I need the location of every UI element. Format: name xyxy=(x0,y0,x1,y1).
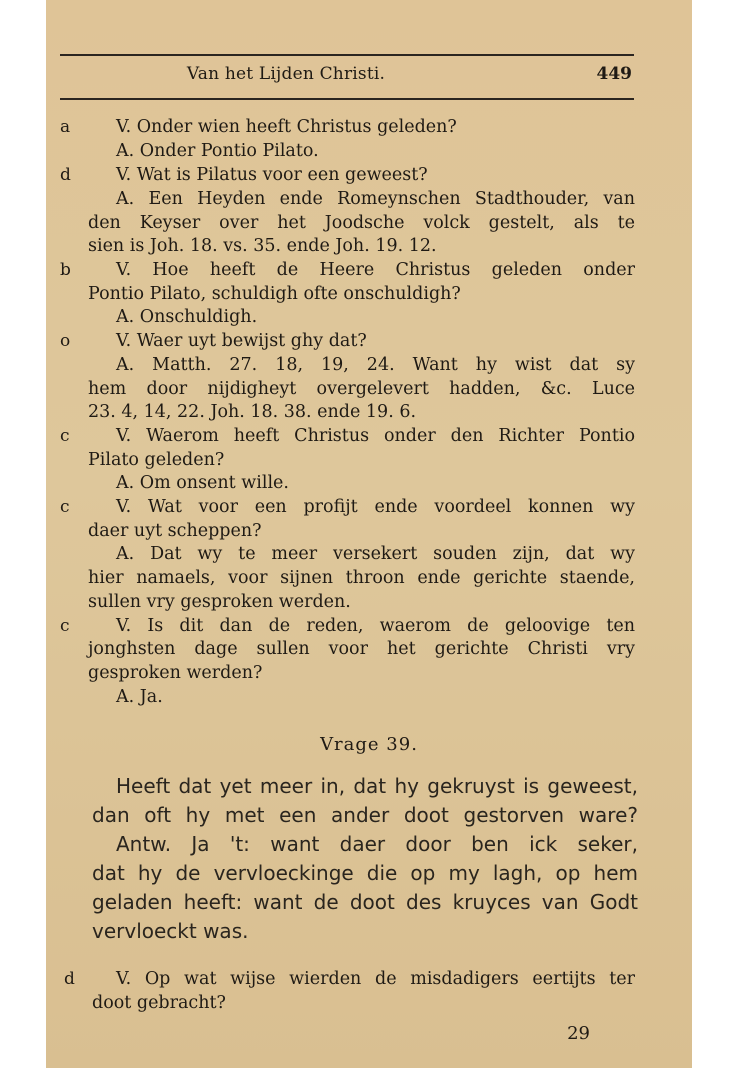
qa-line: A. Onder Pontio Pilato. xyxy=(116,141,319,161)
header-rule-bottom xyxy=(60,98,634,100)
margin-mark: o xyxy=(60,331,71,351)
qa-line: hier namaels, voor sijnen throon ende gerichte staende, xyxy=(88,568,635,588)
qa-line: sullen vry gesproken werden. xyxy=(88,592,351,612)
page-number: 449 xyxy=(596,64,632,84)
qa-line: V. Op wat wijse wierden de misdadigers eertijts ter xyxy=(116,969,635,989)
qa-line: V. Wat voor een profijt ende voordeel konnen wy xyxy=(116,497,635,517)
signature-mark: 29 xyxy=(567,1023,590,1044)
qa-line: A. Dat wy te meer versekert souden zijn, dat wy xyxy=(116,544,635,564)
margin-mark: a xyxy=(60,117,71,137)
margin-mark: c xyxy=(60,616,70,636)
section-title: Vrage 39. xyxy=(320,734,418,755)
margin-mark: c xyxy=(60,497,70,517)
qa-line: V. Waerom heeft Christus onder den Richter Pontio xyxy=(116,426,635,446)
header-rule-top xyxy=(60,54,634,56)
qa-line: V. Wat is Pilatus voor een geweest? xyxy=(116,165,428,185)
qa-line: den Keyser over het Joodsche volck gestelt, als te xyxy=(88,213,635,233)
qa-line: A. Een Heyden ende Romeynschen Stadthouder, van xyxy=(116,189,635,209)
question-line: geladen heeft: want de doot des kruyces van Godt xyxy=(92,890,638,914)
margin-mark: c xyxy=(60,426,70,446)
qa-line: jonghsten dage sullen voor het gerichte Christi vry xyxy=(88,639,635,659)
qa-line: 23. 4, 14, 22. Joh. 18. 38. ende 19. 6. xyxy=(88,402,417,422)
question-line: Heeft dat yet meer in, dat hy gekruyst is geweest, xyxy=(116,774,638,798)
qa-line: A. Om onsent wille. xyxy=(116,473,289,493)
running-title: Van het Lijden Christi. xyxy=(186,64,386,84)
question-line: dat hy de vervloeckinge die op my lagh, op hem xyxy=(92,861,638,885)
qa-line: V. Onder wien heeft Christus geleden? xyxy=(116,117,457,137)
question-line: Antw. Ja 't: want daer door ben ick seker, xyxy=(116,832,638,856)
qa-line: A. Matth. 27. 18, 19, 24. Want hy wist dat sy xyxy=(116,355,635,375)
question-line: vervloeckt was. xyxy=(92,919,249,943)
qa-line: V. Hoe heeft de Heere Christus geleden onder xyxy=(116,260,635,280)
margin-mark: d xyxy=(64,969,75,989)
qa-line: V. Is dit dan de reden, waerom de geloovige ten xyxy=(116,616,635,636)
qa-line: gesproken werden? xyxy=(88,663,263,683)
qa-line: Pilato geleden? xyxy=(88,450,225,470)
question-line: dan oft hy met een ander doot gestorven ware? xyxy=(92,803,638,827)
qa-line: doot gebracht? xyxy=(92,993,226,1013)
qa-line: Pontio Pilato, schuldigh ofte onschuldigh? xyxy=(88,284,461,304)
qa-line: A. Ja. xyxy=(116,687,163,707)
qa-line: hem door nijdigheyt overgelevert hadden, &c. Luce xyxy=(88,379,635,399)
margin-mark: b xyxy=(60,260,71,280)
qa-line: V. Waer uyt bewijst ghy dat? xyxy=(116,331,367,351)
margin-mark: d xyxy=(60,165,71,185)
qa-line: A. Onschuldigh. xyxy=(116,307,258,327)
book-page xyxy=(46,0,692,1068)
qa-line: daer uyt scheppen? xyxy=(88,521,262,541)
qa-line: sien is Joh. 18. vs. 35. ende Joh. 19. 12. xyxy=(88,236,437,256)
